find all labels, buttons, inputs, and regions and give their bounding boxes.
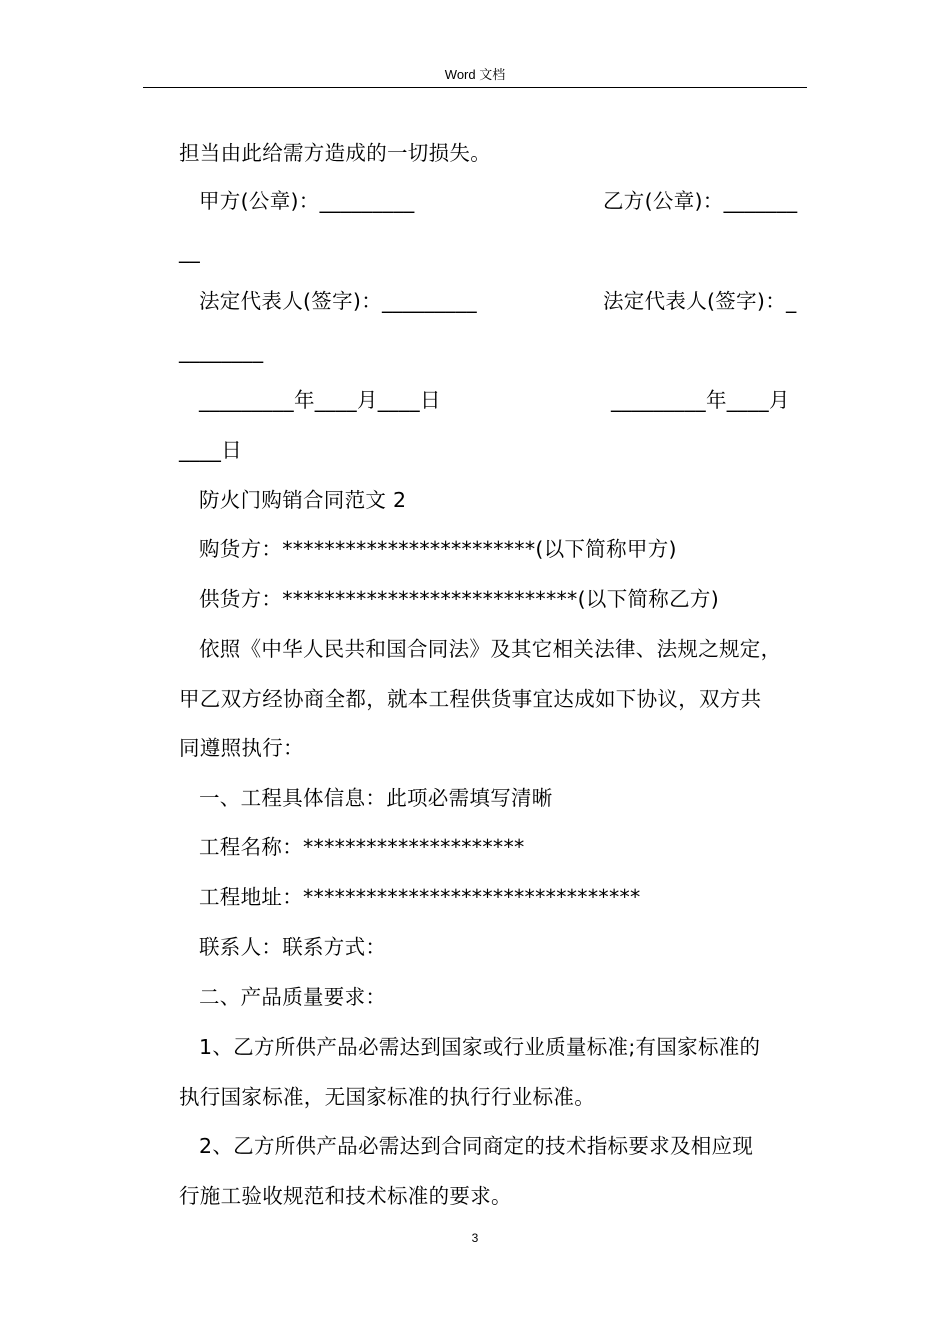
body-line: 执行国家标准，无国家标准的执行行业标准。: [179, 1085, 595, 1109]
party-a-date-line: _________年____月____日: [199, 388, 441, 412]
clause-heading: 一、工程具体信息：此项必需填写清晰: [199, 786, 553, 810]
body-line: 行施工验收规范和技术标准的要求。: [179, 1184, 512, 1208]
party-b-date-line: _________年____月: [611, 388, 790, 412]
body-line: 依照《中华人民共和国合同法》及其它相关法律、法规之规定，: [199, 637, 782, 661]
body-line: 1、乙方所供产品必需达到国家或行业质量标准;有国家标准的: [199, 1035, 761, 1059]
body-line: 同遵照执行：: [179, 736, 304, 760]
party-b-seal-line: 乙方(公章)：_______: [603, 189, 798, 213]
body-line: ________: [179, 339, 264, 363]
body-line: 2、乙方所供产品必需达到合同商定的技术指标要求及相应现: [199, 1134, 754, 1158]
project-address-line: 工程地址：********************************: [199, 885, 641, 909]
party-a-seal-line: 甲方(公章)：_________: [199, 189, 415, 213]
header-divider: [143, 87, 807, 88]
party-a-representative-line: 法定代表人(签字)：_________: [199, 289, 477, 313]
section-title: 防火门购销合同范文 2: [199, 488, 407, 512]
contact-line: 联系人：联系方式：: [199, 935, 387, 959]
page-number: 3: [471, 1231, 479, 1245]
body-line: ____日: [179, 438, 242, 462]
body-line: 甲乙双方经协商全都，就本工程供货事宜达成如下协议，双方共: [179, 687, 762, 711]
project-name-line: 工程名称：*********************: [199, 835, 525, 859]
supplier-line: 供货方：****************************(以下简称乙方): [199, 587, 719, 611]
buyer-line: 购货方：************************(以下简称甲方): [199, 537, 677, 561]
body-line: 担当由此给需方造成的一切损失。: [179, 141, 491, 165]
header-title: Word 文档: [444, 67, 506, 82]
body-line: __: [179, 239, 201, 263]
clause-heading: 二、产品质量要求：: [199, 985, 387, 1009]
party-b-representative-line: 法定代表人(签字)：_: [603, 289, 797, 313]
